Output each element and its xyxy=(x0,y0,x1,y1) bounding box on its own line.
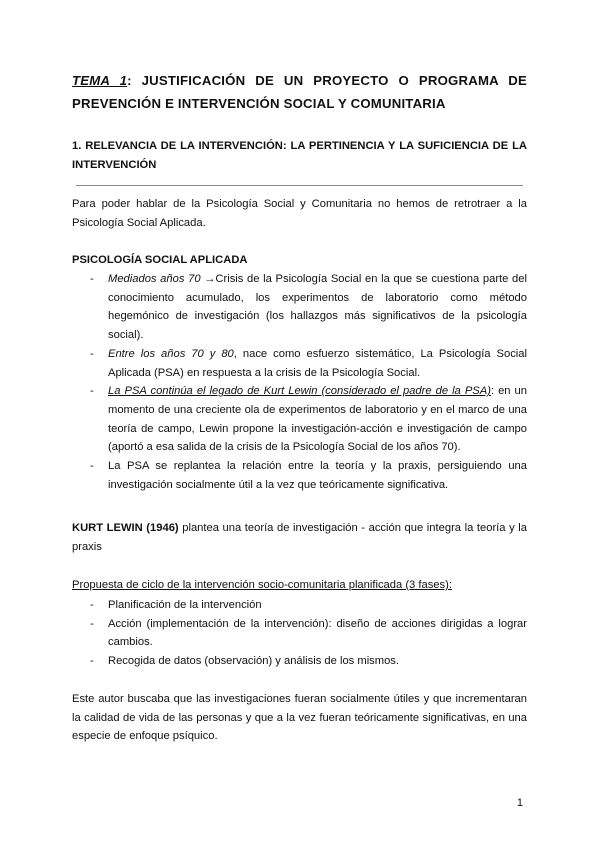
list-item: - Recogida de datos (observación) y análisis de los mismos. xyxy=(90,655,400,668)
cycle-bullet-list xyxy=(90,596,527,671)
item-lead: Mediados años 70 → xyxy=(108,273,216,285)
item-text: : en un momento de una creciente ola de experimentos de laboratorio y en el marco de una teoría de campo, Lewin propone la investigación-acción e investigación de campo (aportó a esa salida de la crisis de la Psicología Social de los años 70). xyxy=(108,385,528,454)
psa-heading: PSICOLOGÍA SOCIAL APLICADA xyxy=(72,254,248,266)
list-item: - Planificación de la intervención xyxy=(90,599,262,611)
intro-paragraph: Para poder hablar de la Psicología Social y Comunitaria no hemos de retrotraer a la Psicología Social Aplicada. xyxy=(72,198,527,229)
list-item: - La PSA se replantea la relación entre la teoría y la praxis, persiguiendo una investigación socialmente útil a la vez que teóricamente significativa. xyxy=(90,460,527,491)
list-item: - La PSA continúa el legado de Kurt Lewin (considerado el padre de la PSA): en un momento de una creciente ola de experimentos de laboratorio y en el marco de una teoría de campo, Lewin propone la investigación-acción e investigación de campo (aportó a esa salida de la crisis de la Psicología Social de los años 70). xyxy=(90,385,528,454)
list-item: - Entre los años 70 y 80, nace como esfuerzo sistemático, La Psicología Social Aplicada (PSA) en respuesta a la crisis de la Psicología Social. xyxy=(90,347,527,379)
psa-bullet-list xyxy=(90,270,528,494)
item-text: , nace como esfuerzo sistemático, La Psicología Social Aplicada (PSA) en respuesta a la crisis de la Psicología Social. xyxy=(108,347,527,379)
item-text: Planificación de la intervención xyxy=(108,599,262,611)
item-text: Recogida de datos (observación) y análisis de los mismos. xyxy=(108,655,400,668)
item-text: Acción (implementación de la intervención): diseño de acciones dirigidas a lograr cambios. xyxy=(108,617,527,649)
horizontal-divider xyxy=(76,185,523,186)
item-lead: La PSA continúa el legado de Kurt Lewin (considerado el padre de la PSA) xyxy=(108,385,491,398)
document-title xyxy=(72,69,527,115)
item-text: La PSA se replantea la relación entre la teoría y la praxis, persiguiendo una investigación socialmente útil a la vez que teóricamente significativa. xyxy=(108,460,527,491)
title-tema-label: TEMA 1 xyxy=(72,73,128,88)
title-text: : JUSTIFICACIÓN DE UN PROYECTO O PROGRAMA DE PREVENCIÓN E INTERVENCIÓN SOCIAL Y COMUNITARIA xyxy=(72,73,527,111)
item-text: Crisis de la Psicología Social en la que se cuestiona parte del conocimiento acumulado, los experimentos de laboratorio como método hegemónico de investigación (los hallazgos más significativos de la psicología social). xyxy=(108,273,527,342)
section-heading: 1. RELEVANCIA DE LA INTERVENCIÓN: LA PERTINENCIA Y LA SUFICIENCIA DE LA INTERVENCIÓN xyxy=(72,140,527,171)
closing-paragraph: Este autor buscaba que las investigaciones fueran socialmente útiles y que incrementaran la calidad de vida de las personas y que a la vez fueran teóricamente significativas, en una especie de enfoque psíquico. xyxy=(72,693,527,743)
lewin-name: KURT LEWIN (1946) xyxy=(72,522,179,534)
lewin-paragraph: KURT LEWIN (1946) plantea una teoría de investigación - acción que integra la teoría y la praxis xyxy=(72,522,527,553)
item-lead: Entre los años 70 y 80 xyxy=(108,347,234,360)
list-item: - Acción (implementación de la intervención): diseño de acciones dirigidas a lograr cambios. xyxy=(90,617,527,649)
cycle-heading: Propuesta de ciclo de la intervención socio-comunitaria planificada (3 fases): xyxy=(72,579,452,591)
page-number: 1 xyxy=(516,797,523,809)
list-item: - Mediados años 70 →Crisis de la Psicología Social en la que se cuestiona parte del conocimiento acumulado, los experimentos de laboratorio como método hegemónico de investigación (los hallazgos más significativos de la psicología social). xyxy=(90,273,527,342)
